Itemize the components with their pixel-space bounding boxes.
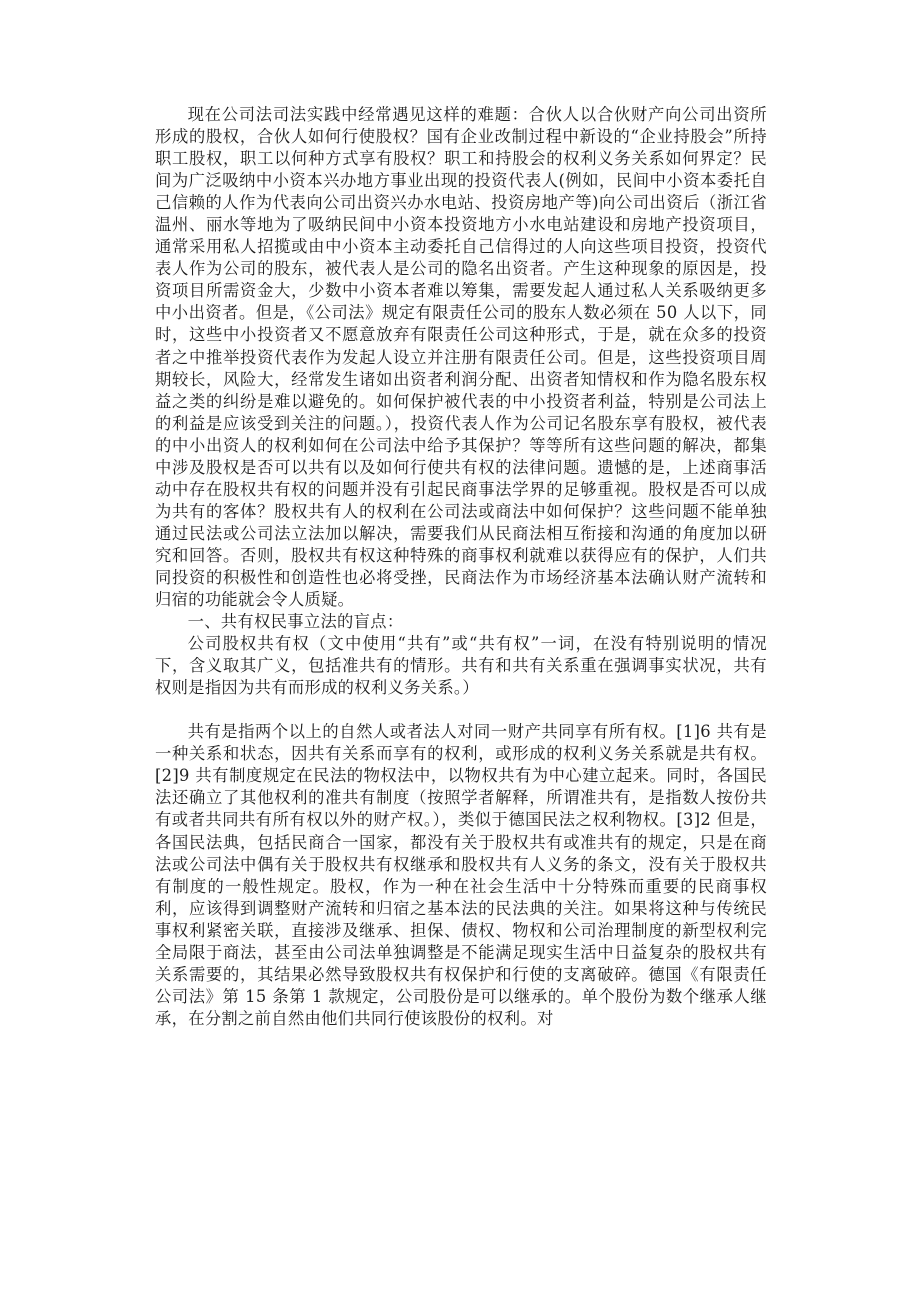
paragraph-intro: 现在公司法司法实践中经常遇见这样的难题：合伙人以合伙财产向公司出资所形成的股权，合伙人如何行使股权？国有企业改制过程中新设的“企业持股会”所持职工股权，职工以何种方式享有股权？职工和持股会的权利义务关系如何界定？民间为广泛吸纳中小资本兴办地方事业出现的投资代表人(例如，民间中小资本委托自己信赖的人作为代表向公司出资兴办水电站、投资房地产等)向公司出资后（浙江省温州、丽水等地为了吸纳民间中小资本投资地方小水电站建设和房地产投资项目，通常采用私人招揽或由中小资本主动委托自己信得过的人向这些项目投资，投资代表人作为公司的股东，被代表人是公司的隐名出资者。产生这种现象的原因是，投资项目所需资金大，少数中小资本者难以筹集，需要发起人通过私人关系吸纳更多中小出资者。但是，《公司法》规定有限责任公司的股东人数必须在 50 人以下，同时，这些中小投资者又不愿意放弃有限责任公司这种形式，于是，就在众多的投资者之中推举投资代表作为发起人设立并注册有限责任公司。但是，这些投资项目周期较长，风险大，经常发生诸如出资者利润分配、出资者知情权和作为隐名股东权益之类的纠纷是难以避免的。如何保护被代表的中小投资者利益，特别是公司法上的利益是应该受到关注的问题。），投资代表人作为公司记名股东享有股权，被代表的中小出资人的权利如何在公司法中给予其保护？等等所有这些问题的解决，都集中涉及股权是否可以共有以及如何行使共有权的法律问题。遗憾的是，上述商事活动中存在股权共有权的问题并没有引起民商事法学界的足够重视。股权是否可以成为共有的客体？股权共有人的权利在公司法或商法中如何保护？这些问题不能单独通过民法或公司法立法加以解决，需要我们从民商法相互衔接和沟通的角度加以研究和回答。否则，股权共有权这种特殊的商事权利就难以获得应有的保护，人们共同投资的积极性和创造性也必将受挫，民商法作为市场经济基本法确认财产流转和归宿的功能就会令人质疑。: [155, 105, 767, 610]
document-text-column: [155, 104, 767, 1030]
paragraph-definition: 公司股权共有权（文中使用“共有”或“共有权”一词，在没有特别说明的情况下，含义取其广义，包括准共有的情形。共有和共有关系重在强调事实状况，共有权则是指因为共有而形成的权利义务关系。）: [155, 634, 767, 698]
paragraph-coownership: 共有是指两个以上的自然人或者法人对同一财产共同享有所有权。[1]6 共有是一种关系和状态，因共有关系而享有的权利，或形成的权利义务关系就是共有权。[2]9 共有制度规定在民法的物权法中，以物权共有为中心建立起来。同时，各国民法还确立了其他权利的准共有制度（按照学者解释，所谓准共有，是指数人按份共有或者共同共有所有权以外的财产权。），类似于德国民法之权利物权。[3]2 但是，各国民法典，包括民商合一国家，都没有关于股权共有或准共有的规定，只是在商法或公司法中偶有关于股权共有权继承和股权共有人义务的条文，没有关于股权共有制度的一般性规定。股权，作为一种在社会生活中十分特殊而重要的民商事权利，应该得到调整财产流转和归宿之基本法的民法典的关注。如果将这种与传统民事权利紧密关联，直接涉及继承、担保、债权、物权和公司治理制度的新型权利完全局限于商法，甚至由公司法单独调整是不能满足现实生活中日益复杂的股权共有关系需要的，其结果必然导致股权共有权保护和行使的支离破碎。德国《有限责任公司法》第 15 条第 1 款规定，公司股份是可以继承的。单个股份为数个继承人继承，在分割之前自然由他们共同行使该股份的权利。对: [155, 722, 767, 1028]
section-heading-1: 一、共有权民事立法的盲点：: [187, 612, 404, 632]
